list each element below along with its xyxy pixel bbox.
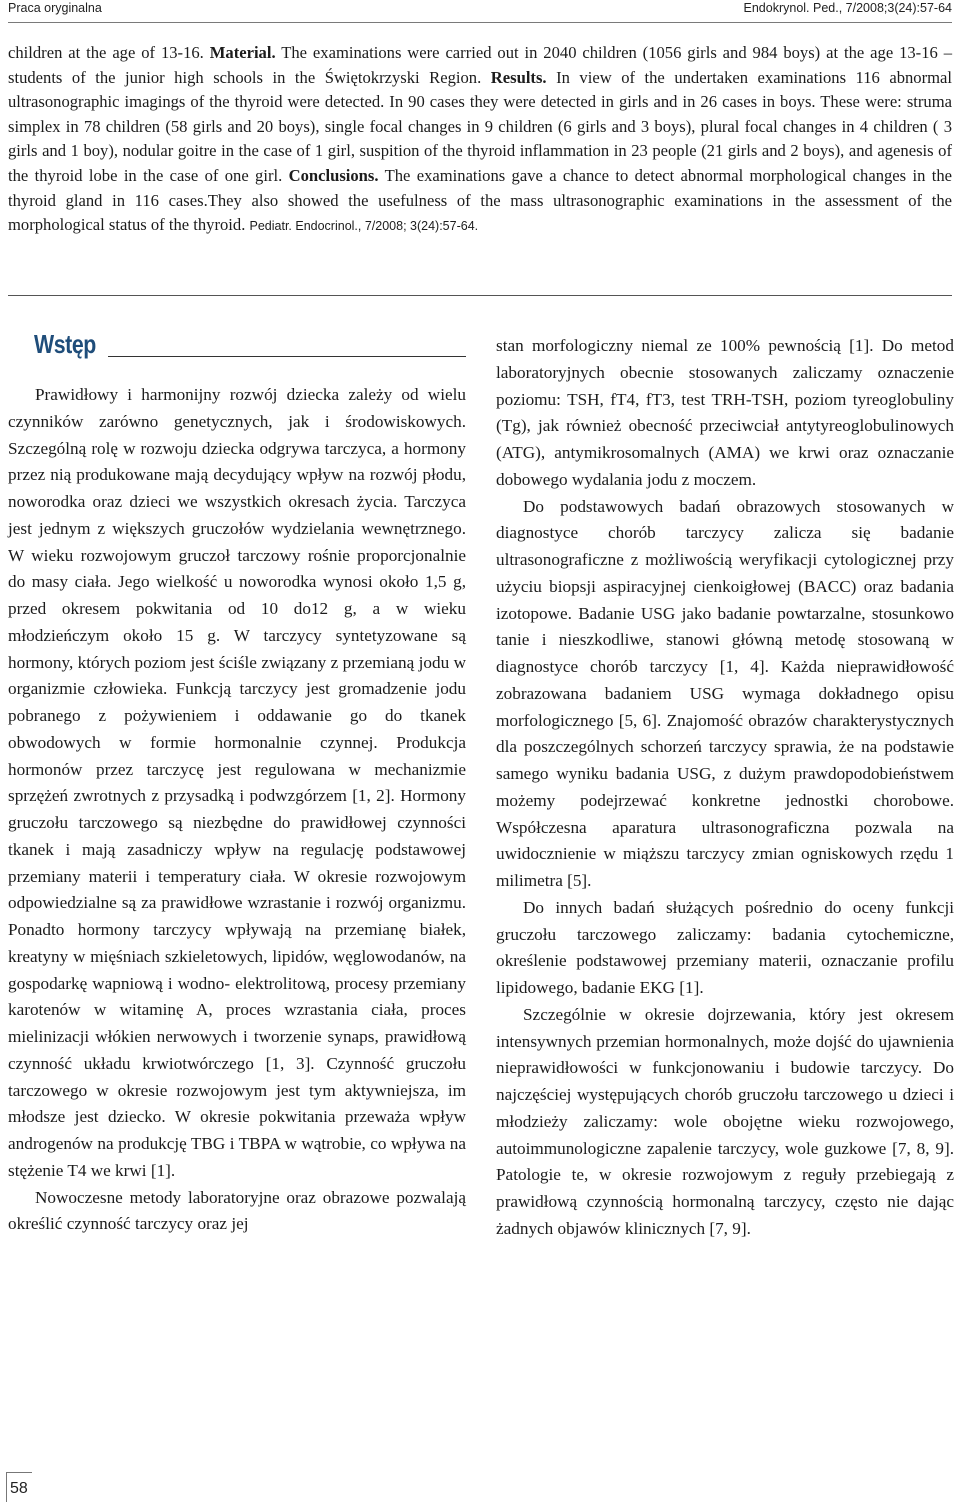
abstract-divider — [8, 295, 952, 296]
heading-rule — [108, 356, 466, 357]
left-column — [8, 382, 466, 1238]
conclusions-text: The examinations gave a chance to detect abnormal morphological changes in the thyroid gland in 116 cases.They also showed the usefulness of the mass ultrasonographic examinations in the assessment of the morphological status of the thyroid. — [8, 165, 952, 235]
material-label: Material. — [209, 43, 276, 62]
paragraph: Szczególnie w okresie dojrzewania, który jest okresem intensywnych przemian hormonalnych, może dojść do ujawnienia nieprawidłowości w funkcjonowaniu i budowie tarczycy. Do najczęściej występujących chorób gruczołu tarczowego u dzieci i młodzieży zaliczamy: wole obojętne wieku rozwojowego, autoimmunologiczne zapalenie tarczycy, wole guzkowe [7, 8, 9]. Patologie te, w okresie rozwojowym z reguły przebiegają z prawidłową czynnością hormonalną tarczycy, często nie dając żadnych objawów klinicznych [7, 9]. — [496, 1004, 954, 1238]
section-title: Wstęp — [34, 329, 96, 359]
material-text: The examinations were carried out in 2040 children (1056 girls and 984 boys) at the age 13-16 – students of the junior high schools in the Świętokrzyski Region. — [8, 43, 952, 87]
article-type: Praca oryginalna — [8, 1, 102, 15]
abstract — [8, 41, 952, 239]
running-header — [8, 0, 952, 23]
results-label: Results. — [490, 67, 547, 87]
paragraph: Do innych badań służących pośrednio do oceny funkcji gruczołu tarczowego zaliczamy: badania cytochemiczne, określenie podstawowej przemiany materii, oznaczanie profilu lipidowego, badanie EKG [1]. — [496, 897, 954, 997]
section-heading — [34, 329, 466, 369]
abstract-citation: Pediatr. Endocrinol., 7/2008; 3(24):57-64. — [249, 219, 479, 234]
abstract-intro: children at the age of 13-16. — [8, 43, 210, 62]
journal-citation: Endokrynol. Ped., 7/2008;3(24):57-64 — [743, 1, 952, 15]
paragraph: Do podstawowych badań obrazowych stosowanych w diagnostyce chorób tarczycy zalicza się badanie ultrasonograficzne z możliwością weryfikacji cytologicznej przy użyciu biopsji aspiracyjnej cienkoigłowej (BACC) oraz badania izotopowe. Badanie USG jako badanie powtarzalne, stosunkowo tanie i nieszkodliwe, stanowi główną metodę stosowaną w diagnostyce chorób tarczycy [1, 4]. Każda nieprawidłowość zobrazowana badaniem USG wymaga dokładnego opisu morfologicznego [5, 6]. Znajomość obrazów charakterystycznych dla poszczególnych schorzeń tarczycy sprawia, że na podstawie samego wyniku badania USG, z dużym prawdopodobieństwem możemy podejrzewać konkretne jednostki chorobowe. Współczesna aparatura ultrasonograficzna pozwala na uwidocznienie w miąższu tarczycy zmian ogniskowych rzędu 1 milimetra [5]. — [496, 496, 954, 890]
paragraph: Nowoczesne metody laboratoryjne oraz obrazowe pozwalają określić czynność tarczycy oraz jej — [8, 1187, 466, 1234]
results-text: In view of the undertaken examinations 116 abnormal ultrasonographic imagings of the thyroid were detected. In 90 cases they were detected in girls and in 26 cases in boys. These were: struma simplex in 78 children (58 girls and 20 boys), single focal changes in 9 children (6 girls and 3 boys), plural focal changes in 4 children ( 3 girls and 1 boy), nodular goitre in the case of 1 girl, suspition of the thyroid inflammation in 23 people (21 girls and 2 boys), and agenesis of the thyroid lobe in the case of one girl. — [8, 67, 952, 185]
footer-rule-vertical — [6, 1472, 7, 1502]
page-footer — [0, 1470, 70, 1506]
paragraph: stan morfologiczny niemal ze 100% pewnością [1]. Do metod laboratoryjnych obecnie stosowanych zaliczamy oznaczenie poziomu: TSH, fT4, fT3, test TRH-TSH, poziom tyreoglobuliny (Tg), jak również obecność przeciwciał antytyreoglobulinowych (ATG), antymikrosomalnych (AMA) we krwi oraz oznaczanie dobowego wydalania jodu z moczem. — [496, 336, 954, 489]
footer-rule-horizontal — [6, 1472, 32, 1473]
paragraph: Prawidłowy i harmonijny rozwój dziecka zależy od wielu czynników zarówno genetycznych, jak i środowiskowych. Szczególną rolę w rozwoju dziecka odgrywa tarczyca, a hormony przez nią produkowane mają decydujący wpływ na rozwój płodu, noworodka oraz dzieci we wszystkich okresach życia. Tarczyca jest jednym z większych gruczołów wydzielania wewnętrznego. W wieku rozwojowym gruczoł tarczowy rośnie proporcjonalnie do masy ciała. Jego wielkość u noworodka wynosi około 1,5 g, przed okresem pokwitania od 10 do12 g, a w wieku młodzieńczym około 15 g. W tarczycy syntetyzowane są hormony, których poziom jest ściśle związany z przemianą jodu w organizmie człowieka. Funkcją tarczycy jest gromadzenie jodu pobranego z pożywieniem i oddawanie go do tkanek obwodowych w formie hormonalnie czynnej. Produkcja hormonów przez tarczycę jest regulowana w mechanizmie sprzężeń zwrotnych z przysadką i podwzgórzem [1, 2]. Hormony gruczołu tarczowego są niezbędne do prawidłowej czynności tkanek i mają zasadniczy wpływ na regulację podstawowej przemiany materii i temperatury ciała. W okresie rozwojowym odpowiedzialne są za prawidłowe wzrastanie i rozwój organizmu. Ponadto hormony tarczycy wpływają na przemianę białek, kreatyny w mięśniach szkieletowych, lipidów, węglowodanów, na gospodarkę wapniową i wodno- elektrolitową, procesy przemiany karotenów w witaminę A, proces wzrastania ciała, proces mielinizacji włókien nerwowych i tworzenie synaps, prawidłową czynność układu krwiotwórczego [1, 3]. Czynność gruczołu tarczowego w okresie rozwojowym jest tym aktywniejsza, im młodsze jest dziecko. W okresie pokwitania przeważa wpływ androgenów na produkcję TBG i TBPA w wątrobie, co wpływa na stężenie T4 we krwi [1]. — [8, 385, 466, 1180]
page-number: 58 — [10, 1480, 28, 1497]
right-column — [496, 333, 954, 1243]
conclusions-label: Conclusions. — [288, 165, 379, 185]
